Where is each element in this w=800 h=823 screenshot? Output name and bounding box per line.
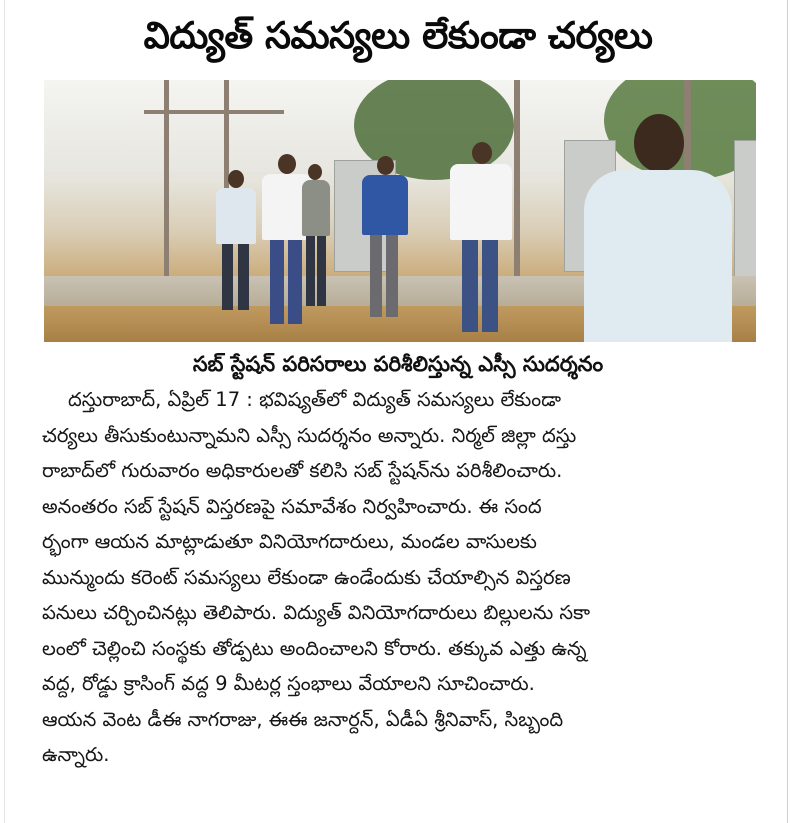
article-line: పనులు చర్చించినట్లు తెలిపారు. విద్యుత్ వినియోగదారులు బిల్లులను సకా <box>42 601 590 624</box>
article-line: మున్ముందు కరెంట్ సమస్యలు లేకుండా ఉండేందుకు చేయాల్సిన విస్తరణ <box>42 565 571 589</box>
photo-person <box>216 170 258 320</box>
photo-pole <box>514 80 520 280</box>
article-line: అనంతరం సబ్ స్టేషన్ విస్తరణపై సమావేశం నిర్వహించారు. ఈ సంద <box>42 494 542 518</box>
article-line: వద్ద, రోడ్డు క్రాసింగ్ వద్ద 9 మీటర్ల స్తంభాలు వేయాలని సూచించారు. <box>42 672 535 695</box>
article-line: లంలో చెల్లించి సంస్థకు తోడ్పటు అందించాలని కోరారు. తక్కువ ఎత్తు ఉన్న <box>42 636 587 660</box>
article-line: చర్యలు తీసుకుంటున్నామని ఎస్సీ సుదర్శనం అన్నారు. నిర్మల్ జిల్లా దస్తు <box>42 423 577 447</box>
page-edge-left <box>4 0 5 823</box>
article-headline: విద్యుత్ సమస్యలు లేకుండా చర్యలు <box>143 14 653 57</box>
article-line: ఆయన వెంట డీఈ నాగరాజు, ఈఈ జనార్దన్, ఏడీఏ శ్రీనివాస్, సిబ్బంది <box>42 707 564 731</box>
photo-caption: సబ్ స్టేషన్ పరిసరాలు పరిశీలిస్తున్న ఎస్సీ సుదర్శనం <box>192 352 604 376</box>
article-line: రాబాద్‌లో గురువారం అధికారులతో కలిసి సబ్ స్టేషన్‌ను పరిశీలించారు. <box>42 459 563 482</box>
article-photo <box>44 80 756 342</box>
article-line: ర్భంగా ఆయన మాట్లాడుతూ వినియోగదారులు, మండల వాసులకు <box>42 530 537 553</box>
photo-person <box>450 142 514 338</box>
photo-transformer <box>734 140 756 282</box>
photo-person <box>302 164 332 314</box>
news-clipping <box>16 4 780 816</box>
page-edge-right <box>787 0 788 823</box>
photo-person <box>584 114 734 342</box>
article-line: ఉన్నారు. <box>42 743 110 766</box>
article-line: దస్తురాబాద్, ఏప్రిల్ 17 : భవిష్యత్‌లో విద్యుత్ సమస్యలు లేకుండా <box>68 388 561 411</box>
photo-pole <box>144 110 284 114</box>
photo-person <box>362 156 410 326</box>
article-body <box>42 382 762 773</box>
